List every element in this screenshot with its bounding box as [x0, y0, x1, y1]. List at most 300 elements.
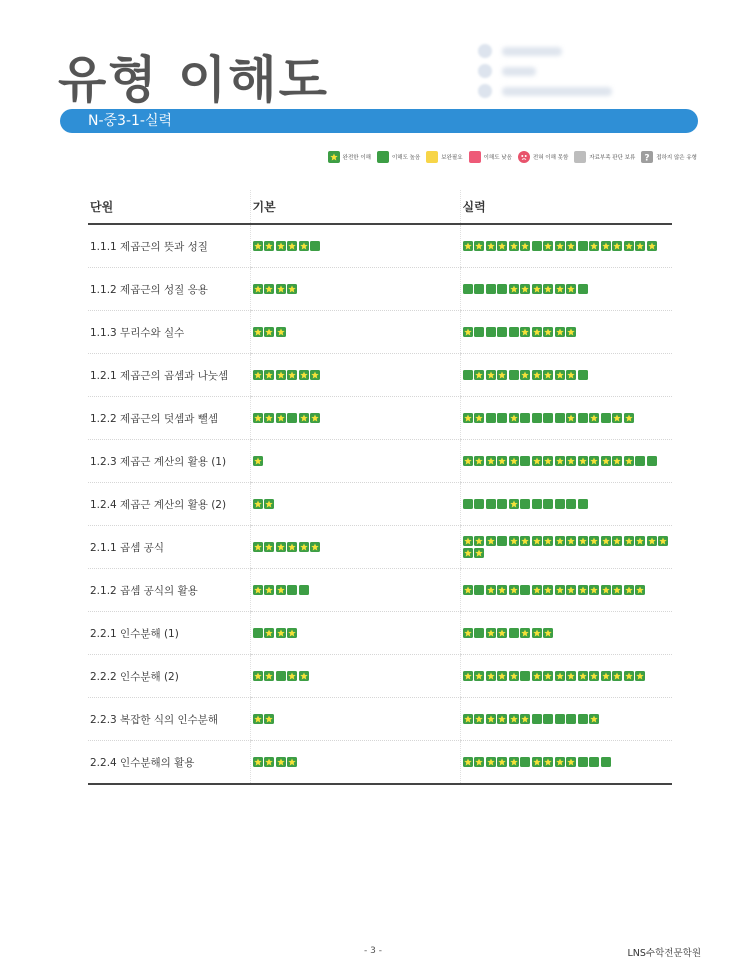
green-square-icon [555, 413, 565, 423]
star-square-icon [555, 671, 565, 681]
star-square-icon [601, 456, 611, 466]
star-square-icon [474, 548, 484, 558]
star-square-icon [509, 499, 519, 509]
star-square-icon [463, 671, 473, 681]
page-title: 유형 이해도 [58, 51, 329, 109]
basic-level-cell [250, 354, 460, 397]
advanced-level-cell [460, 483, 672, 526]
basic-level-cell [250, 655, 460, 698]
star-square-icon [474, 671, 484, 681]
green-square-icon [555, 714, 565, 724]
star-square-icon [578, 536, 588, 546]
legend-label: 접하지 않은 유형 [656, 155, 697, 161]
unit-column-header: 단원 [88, 190, 250, 224]
star-square-icon [264, 413, 274, 423]
star-square-icon [310, 370, 320, 380]
star-square-icon [635, 671, 645, 681]
star-square-icon [635, 585, 645, 595]
star-square-icon [520, 241, 530, 251]
star-square-icon [299, 370, 309, 380]
star-square-icon [589, 714, 599, 724]
star-square-icon [264, 241, 274, 251]
star-square-icon [497, 370, 507, 380]
advanced-level-cell [460, 440, 672, 483]
star-square-icon [253, 585, 263, 595]
star-square-icon [310, 413, 320, 423]
star-square-icon [589, 536, 599, 546]
red-square-icon [469, 151, 481, 163]
green-square-icon [497, 327, 507, 337]
star-square-icon [509, 671, 519, 681]
star-square-icon [264, 757, 274, 767]
star-square-icon [624, 241, 634, 251]
legend [322, 151, 697, 163]
star-square-icon [532, 628, 542, 638]
green-square-icon [463, 284, 473, 294]
green-square-icon [543, 714, 553, 724]
star-square-icon [624, 413, 634, 423]
unit-name: 2.2.4 인수분해의 활용 [88, 741, 250, 785]
star-square-icon [463, 241, 473, 251]
star-square-icon [276, 413, 286, 423]
sad-face-icon [518, 151, 530, 163]
green-square-icon [578, 714, 588, 724]
table-header-row [88, 190, 672, 224]
star-square-icon [276, 542, 286, 552]
green-square-icon [532, 499, 542, 509]
star-square-icon [264, 327, 274, 337]
star-square-icon [463, 548, 473, 558]
star-square-icon [624, 456, 634, 466]
legend-item [377, 151, 420, 163]
star-square-icon [474, 370, 484, 380]
green-square-icon [509, 370, 519, 380]
star-square-icon [310, 542, 320, 552]
basic-level-cell [250, 224, 460, 268]
star-square-icon [612, 585, 622, 595]
basic-level-cell [250, 526, 460, 569]
table-row [88, 569, 672, 612]
star-square-icon [299, 671, 309, 681]
star-square-icon [497, 714, 507, 724]
green-square-icon [509, 628, 519, 638]
star-square-icon [555, 327, 565, 337]
green-square-icon [601, 757, 611, 767]
green-square-icon [543, 499, 553, 509]
star-square-icon [647, 536, 657, 546]
advanced-level-cell [460, 397, 672, 440]
star-square-icon [566, 536, 576, 546]
green-square-icon [486, 499, 496, 509]
table-row [88, 224, 672, 268]
green-square-icon [486, 327, 496, 337]
star-square-icon [474, 714, 484, 724]
advanced-level-cell [460, 655, 672, 698]
basic-level-cell [250, 698, 460, 741]
green-square-icon [509, 327, 519, 337]
star-square-icon [543, 536, 553, 546]
basic-level-cell [250, 268, 460, 311]
green-square-icon [543, 413, 553, 423]
star-square-icon [497, 241, 507, 251]
star-square-icon [486, 628, 496, 638]
star-square-icon [578, 456, 588, 466]
star-square-icon [555, 284, 565, 294]
green-square-icon [463, 370, 473, 380]
star-square-icon [555, 757, 565, 767]
star-square-icon [264, 628, 274, 638]
green-square-icon [486, 284, 496, 294]
star-square-icon [589, 671, 599, 681]
gray-square-icon [574, 151, 586, 163]
star-square-icon [497, 757, 507, 767]
basic-level-cell [250, 483, 460, 526]
star-square-icon [520, 370, 530, 380]
green-square-icon [635, 456, 645, 466]
star-square-icon [624, 536, 634, 546]
green-square-icon [520, 456, 530, 466]
star-square-icon [543, 456, 553, 466]
green-square-icon [566, 714, 576, 724]
legend-item [518, 151, 568, 163]
green-square-icon [578, 241, 588, 251]
star-square-icon [253, 284, 263, 294]
legend-label: 이해도 높음 [391, 155, 421, 161]
green-square-icon [299, 585, 309, 595]
star-square-icon [543, 628, 553, 638]
table-row [88, 483, 672, 526]
star-square-icon [601, 536, 611, 546]
green-square-icon [520, 413, 530, 423]
star-square-icon [486, 757, 496, 767]
legend-label: 자료부족 판단 보류 [589, 155, 636, 161]
legend-item [328, 151, 371, 163]
table-row [88, 440, 672, 483]
star-square-icon [497, 628, 507, 638]
star-square-icon [497, 456, 507, 466]
green-square-icon [601, 413, 611, 423]
star-square-icon [589, 585, 599, 595]
unit-name: 1.1.3 무리수와 실수 [88, 311, 250, 354]
star-square-icon [612, 413, 622, 423]
star-square-icon [276, 241, 286, 251]
star-square-icon [287, 628, 297, 638]
table-row [88, 612, 672, 655]
star-square-icon [264, 499, 274, 509]
legend-item [641, 151, 697, 163]
star-square-icon [532, 757, 542, 767]
advanced-level-cell [460, 741, 672, 785]
star-square-icon [299, 241, 309, 251]
green-square-icon [532, 714, 542, 724]
section-banner: N-중3-1-실력 [60, 109, 698, 133]
basic-level-cell [250, 440, 460, 483]
legend-item [574, 151, 635, 163]
star-square-icon [497, 671, 507, 681]
star-square-icon [276, 757, 286, 767]
green-square-icon [497, 536, 507, 546]
star-square-icon [328, 151, 340, 163]
green-square-icon [566, 499, 576, 509]
star-square-icon [287, 284, 297, 294]
green-square-icon [520, 585, 530, 595]
star-square-icon [532, 370, 542, 380]
star-square-icon [287, 671, 297, 681]
legend-label: 전혀 이해 못함 [532, 155, 569, 161]
star-square-icon [299, 413, 309, 423]
star-square-icon [264, 671, 274, 681]
star-square-icon [566, 757, 576, 767]
star-square-icon [287, 757, 297, 767]
green-square-icon [578, 370, 588, 380]
advanced-level-cell [460, 268, 672, 311]
star-square-icon [543, 757, 553, 767]
star-square-icon [658, 536, 668, 546]
star-square-icon [509, 284, 519, 294]
basic-level-cell [250, 397, 460, 440]
green-square-icon [377, 151, 389, 163]
star-square-icon [520, 327, 530, 337]
green-square-icon [486, 413, 496, 423]
yellow-square-icon [426, 151, 438, 163]
unit-name: 1.2.4 제곱근 계산의 활용 (2) [88, 483, 250, 526]
advanced-column-header: 실력 [460, 190, 672, 224]
table-row [88, 698, 672, 741]
star-square-icon [624, 585, 634, 595]
green-square-icon [310, 241, 320, 251]
star-square-icon [555, 456, 565, 466]
green-square-icon [463, 499, 473, 509]
green-square-icon [474, 284, 484, 294]
academy-name: LNS수학전문학원 [627, 948, 701, 959]
basic-level-cell [250, 569, 460, 612]
star-square-icon [486, 370, 496, 380]
advanced-level-cell [460, 569, 672, 612]
redacted-student-info [478, 44, 612, 104]
star-square-icon [543, 671, 553, 681]
star-square-icon [509, 536, 519, 546]
star-square-icon [532, 536, 542, 546]
green-square-icon [520, 671, 530, 681]
green-square-icon [287, 585, 297, 595]
legend-label: 보완필요 [441, 155, 463, 161]
star-square-icon [299, 542, 309, 552]
star-square-icon [589, 413, 599, 423]
star-square-icon [463, 536, 473, 546]
star-square-icon [601, 241, 611, 251]
star-square-icon [612, 241, 622, 251]
question-mark-icon [641, 151, 653, 163]
unit-name: 2.2.3 복잡한 식의 인수분해 [88, 698, 250, 741]
green-square-icon [474, 628, 484, 638]
star-square-icon [463, 413, 473, 423]
star-square-icon [578, 585, 588, 595]
basic-level-cell [250, 311, 460, 354]
star-square-icon [463, 327, 473, 337]
star-square-icon [276, 628, 286, 638]
unit-name: 2.2.2 인수분해 (2) [88, 655, 250, 698]
star-square-icon [486, 714, 496, 724]
star-square-icon [474, 413, 484, 423]
star-square-icon [253, 241, 263, 251]
unit-name: 2.1.2 곱셈 공식의 활용 [88, 569, 250, 612]
star-square-icon [543, 370, 553, 380]
star-square-icon [612, 456, 622, 466]
star-square-icon [589, 241, 599, 251]
star-square-icon [276, 284, 286, 294]
star-square-icon [566, 370, 576, 380]
star-square-icon [647, 241, 657, 251]
star-square-icon [566, 284, 576, 294]
star-square-icon [463, 714, 473, 724]
star-square-icon [276, 585, 286, 595]
star-square-icon [264, 284, 274, 294]
star-square-icon [543, 241, 553, 251]
table-row [88, 397, 672, 440]
star-square-icon [520, 284, 530, 294]
svg-text:?: ? [644, 153, 650, 162]
star-square-icon [532, 585, 542, 595]
green-square-icon [474, 585, 484, 595]
star-square-icon [276, 370, 286, 380]
star-square-icon [287, 542, 297, 552]
star-square-icon [276, 327, 286, 337]
star-square-icon [555, 585, 565, 595]
unit-name: 2.2.1 인수분해 (1) [88, 612, 250, 655]
star-square-icon [624, 671, 634, 681]
unit-name: 1.1.2 제곱근의 성질 응용 [88, 268, 250, 311]
star-square-icon [474, 241, 484, 251]
table-row [88, 741, 672, 785]
green-square-icon [474, 327, 484, 337]
star-square-icon [612, 536, 622, 546]
star-square-icon [566, 585, 576, 595]
green-square-icon [497, 284, 507, 294]
star-square-icon [253, 456, 263, 466]
green-square-icon [253, 628, 263, 638]
star-square-icon [253, 714, 263, 724]
star-square-icon [555, 536, 565, 546]
star-square-icon [612, 671, 622, 681]
unit-name: 1.2.1 제곱근의 곱셈과 나눗셈 [88, 354, 250, 397]
star-square-icon [509, 585, 519, 595]
star-square-icon [532, 327, 542, 337]
star-square-icon [463, 456, 473, 466]
star-square-icon [566, 671, 576, 681]
star-square-icon [264, 585, 274, 595]
star-square-icon [486, 585, 496, 595]
green-square-icon [578, 499, 588, 509]
star-square-icon [253, 542, 263, 552]
star-square-icon [532, 284, 542, 294]
star-square-icon [601, 585, 611, 595]
star-square-icon [486, 536, 496, 546]
page-number: - 3 - [364, 946, 382, 956]
star-square-icon [264, 542, 274, 552]
green-square-icon [589, 757, 599, 767]
star-square-icon [264, 370, 274, 380]
legend-item [426, 151, 462, 163]
star-square-icon [497, 585, 507, 595]
star-square-icon [578, 671, 588, 681]
star-square-icon [509, 757, 519, 767]
green-square-icon [532, 413, 542, 423]
advanced-level-cell [460, 698, 672, 741]
green-square-icon [647, 456, 657, 466]
star-square-icon [264, 714, 274, 724]
star-square-icon [555, 241, 565, 251]
star-square-icon [509, 413, 519, 423]
star-square-icon [287, 241, 297, 251]
legend-label: 완전한 이해 [342, 155, 371, 161]
legend-item [469, 151, 512, 163]
advanced-level-cell [460, 224, 672, 268]
legend-label: 이해도 낮음 [483, 155, 512, 161]
star-square-icon [486, 456, 496, 466]
green-square-icon [520, 757, 530, 767]
unit-understanding-table [88, 190, 672, 785]
star-square-icon [287, 370, 297, 380]
star-square-icon [253, 499, 263, 509]
star-square-icon [474, 536, 484, 546]
table-row [88, 655, 672, 698]
advanced-level-cell [460, 311, 672, 354]
star-square-icon [509, 241, 519, 251]
star-square-icon [566, 241, 576, 251]
advanced-level-cell [460, 354, 672, 397]
green-square-icon [578, 284, 588, 294]
star-square-icon [474, 757, 484, 767]
star-square-icon [532, 671, 542, 681]
star-square-icon [463, 757, 473, 767]
star-square-icon [543, 327, 553, 337]
green-square-icon [532, 241, 542, 251]
basic-level-cell [250, 741, 460, 785]
star-square-icon [543, 585, 553, 595]
basic-level-cell [250, 612, 460, 655]
star-square-icon [474, 456, 484, 466]
unit-name: 2.1.1 곱셈 공식 [88, 526, 250, 569]
star-square-icon [520, 536, 530, 546]
table-row [88, 526, 672, 569]
green-square-icon [578, 757, 588, 767]
star-square-icon [635, 536, 645, 546]
star-square-icon [253, 413, 263, 423]
star-square-icon [635, 241, 645, 251]
star-square-icon [509, 456, 519, 466]
green-square-icon [555, 499, 565, 509]
green-square-icon [497, 413, 507, 423]
star-square-icon [253, 671, 263, 681]
star-square-icon [601, 671, 611, 681]
star-square-icon [543, 284, 553, 294]
star-square-icon [486, 241, 496, 251]
star-square-icon [253, 757, 263, 767]
star-square-icon [589, 456, 599, 466]
green-square-icon [578, 413, 588, 423]
green-square-icon [287, 413, 297, 423]
star-square-icon [566, 413, 576, 423]
unit-name: 1.1.1 제곱근의 뜻과 성질 [88, 224, 250, 268]
star-square-icon [509, 714, 519, 724]
green-square-icon [474, 499, 484, 509]
table-row [88, 268, 672, 311]
green-square-icon [520, 499, 530, 509]
advanced-level-cell [460, 612, 672, 655]
star-square-icon [566, 327, 576, 337]
star-square-icon [532, 456, 542, 466]
advanced-level-cell [460, 526, 672, 569]
